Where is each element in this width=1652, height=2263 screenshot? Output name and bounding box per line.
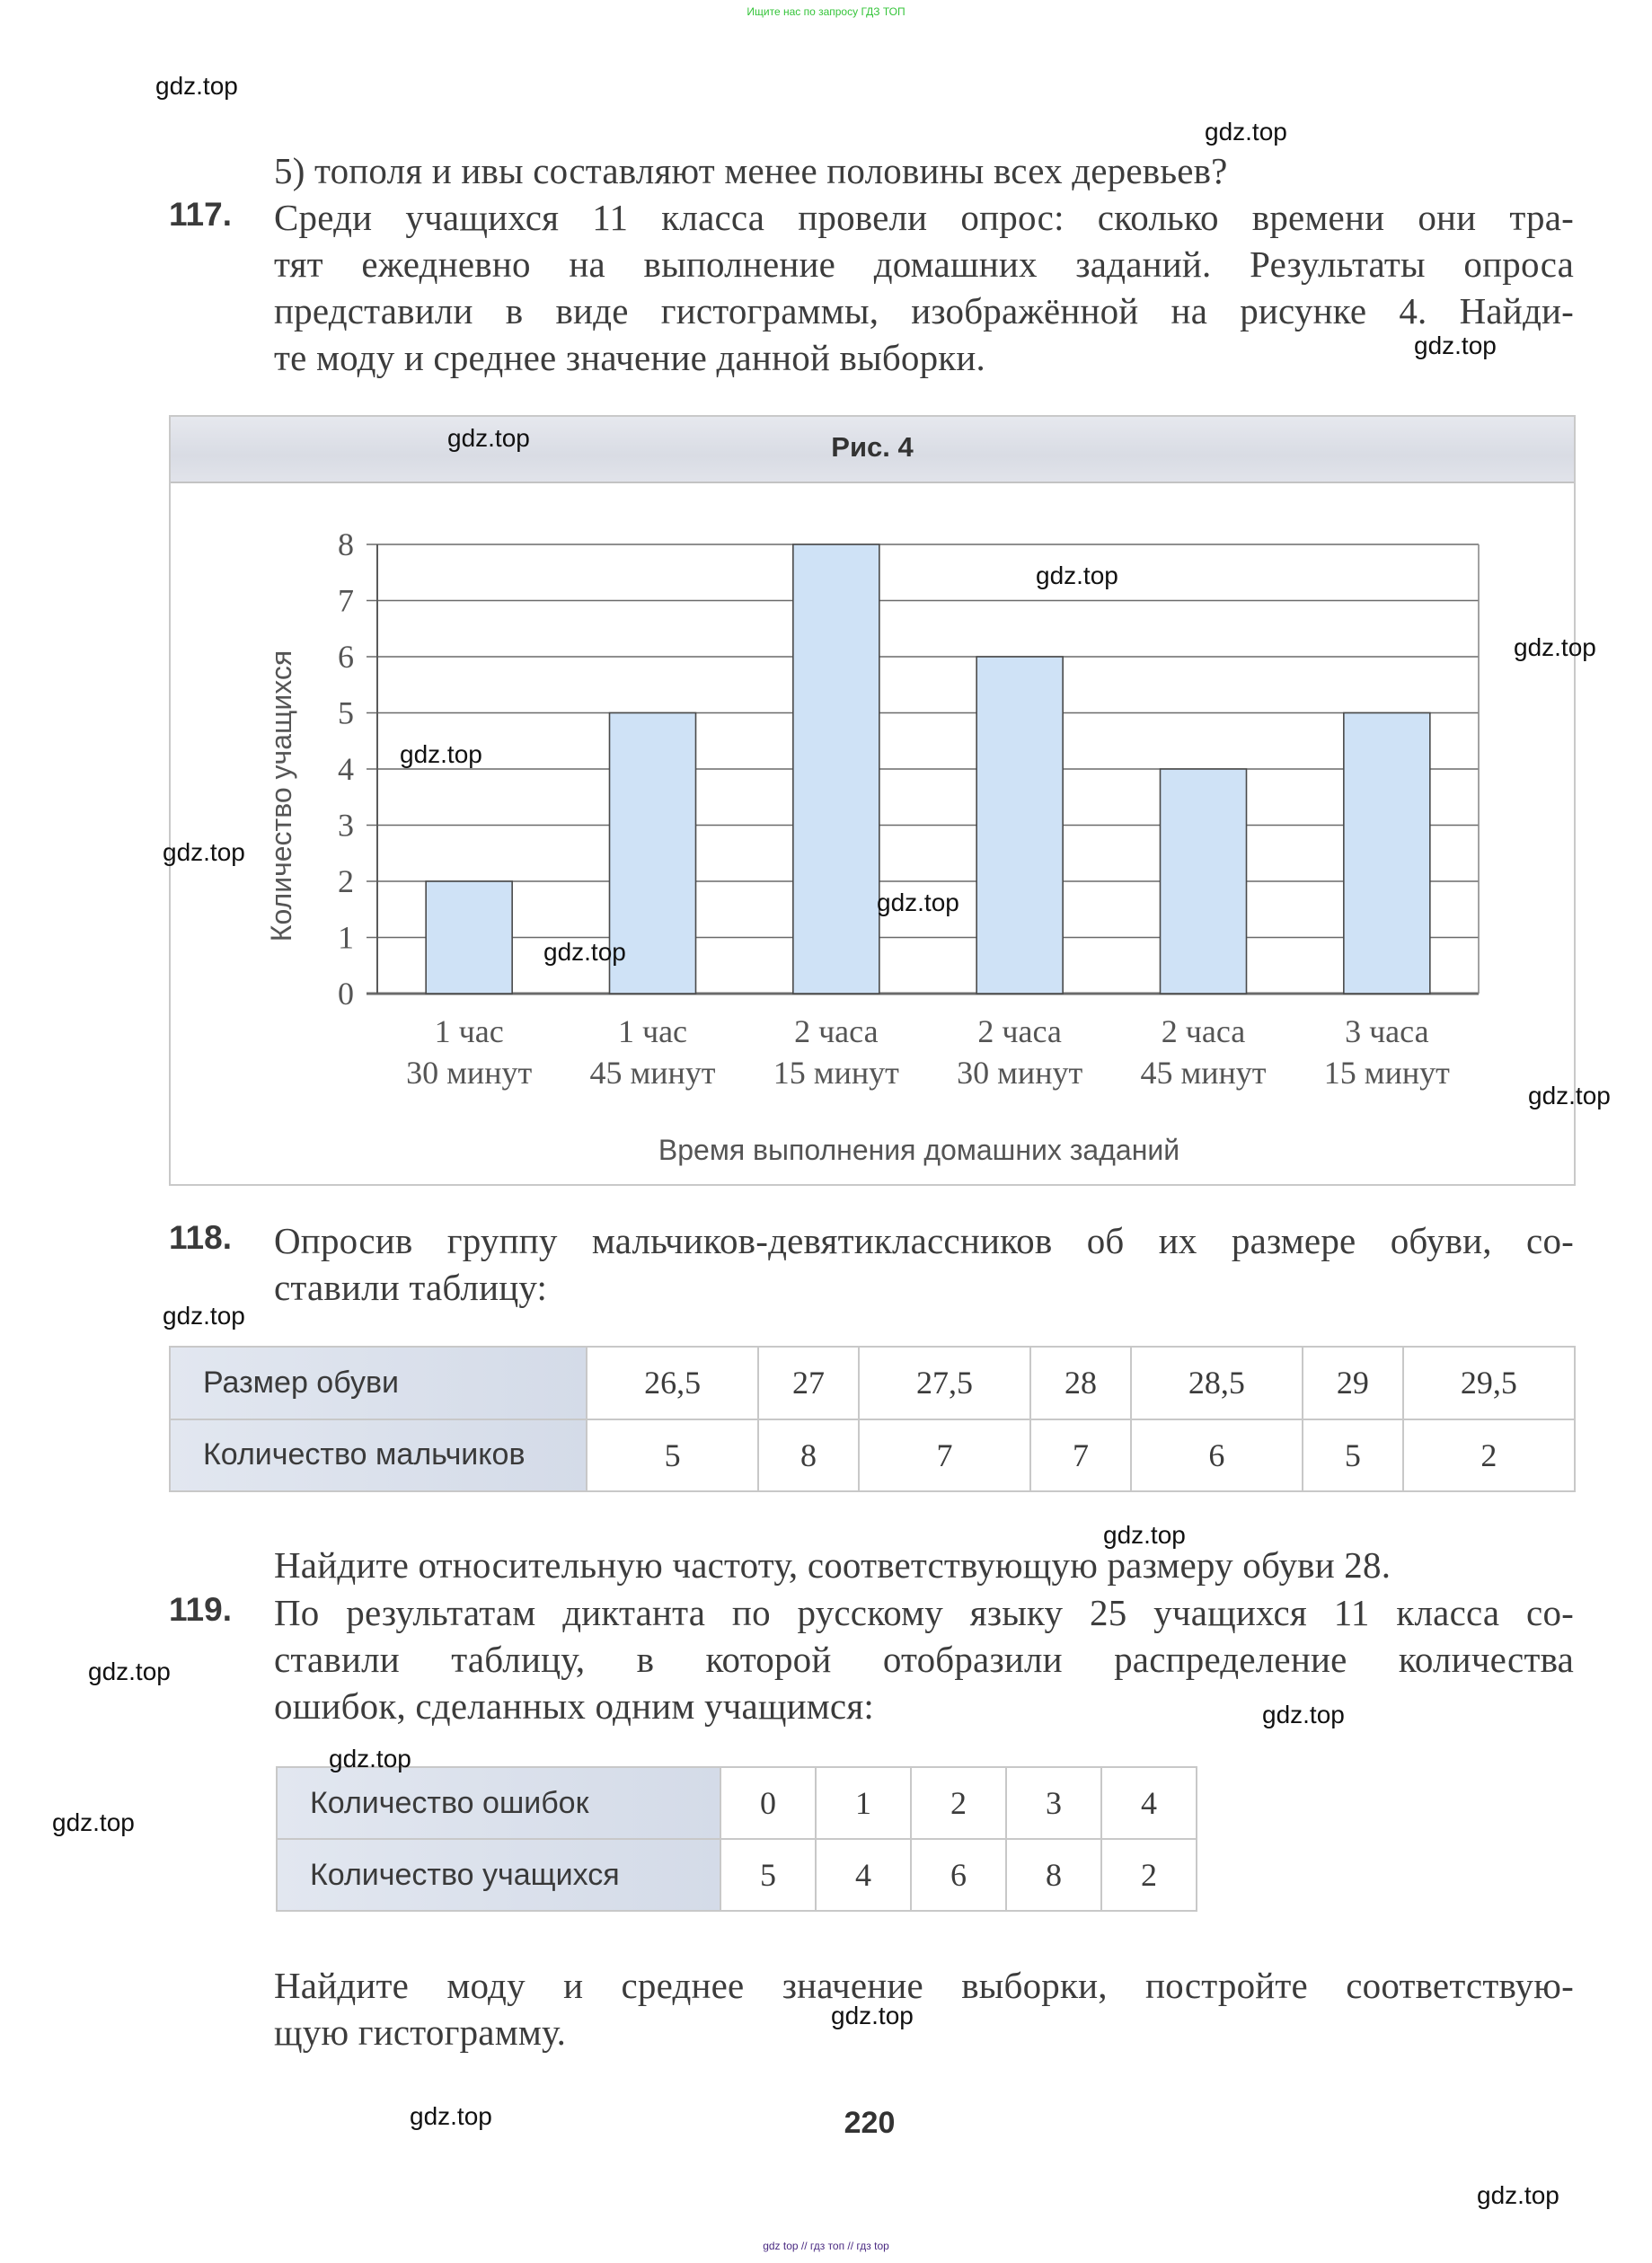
- x-tick-label: 1 час: [434, 1013, 504, 1049]
- watermark: gdz.top: [400, 740, 482, 768]
- watermark: gdz.top: [88, 1657, 171, 1685]
- table-cell: 28: [1030, 1347, 1131, 1419]
- histogram-chart: [171, 482, 1574, 1186]
- table-cell: 6: [1131, 1419, 1303, 1492]
- table-cell: 0: [720, 1767, 816, 1839]
- watermark: gdz.top: [1103, 1521, 1186, 1549]
- table-cell: 29,5: [1403, 1347, 1575, 1419]
- table-cell: 3: [1006, 1767, 1101, 1839]
- x-tick-label: 3 часа: [1345, 1013, 1429, 1049]
- row-header-students-count: Количество учащихся: [277, 1839, 720, 1911]
- text-line: Найдите относительную частоту, соответствующую размеру обуви 28.: [274, 1544, 1391, 1586]
- x-tick-label: 45 минут: [1140, 1055, 1267, 1091]
- header-ad-text: Ищите нас по запросу ГДЗ ТОП: [746, 5, 906, 18]
- table-cell: 4: [816, 1839, 911, 1911]
- text-line: Опросив группу мальчиков-девятиклассников об их размере обуви, со-: [274, 1220, 1574, 1261]
- table-row: [170, 1419, 1575, 1492]
- text-line: Среди учащихся 11 класса провели опрос: сколько времени они тра-: [274, 197, 1574, 238]
- shoe-size-table: [169, 1346, 1576, 1492]
- watermark: gdz.top: [1514, 633, 1596, 661]
- problem-118-text: [274, 1217, 1574, 1311]
- text-line: ставили таблицу:: [274, 1267, 548, 1308]
- row-header-errors-count: Количество ошибок: [277, 1767, 720, 1839]
- x-tick-label: 30 минут: [406, 1055, 533, 1091]
- table-cell: 2: [911, 1767, 1006, 1839]
- problem-119-question: [274, 1962, 1574, 2055]
- table-cell: 1: [816, 1767, 911, 1839]
- table-row: [170, 1347, 1575, 1419]
- table-cell: 8: [1006, 1839, 1101, 1911]
- figure-header: [171, 417, 1574, 483]
- errors-table: [276, 1766, 1197, 1912]
- histogram-bar: [793, 544, 879, 994]
- histogram-bar: [1344, 713, 1430, 994]
- page-number: 220: [844, 2106, 896, 2140]
- problem-number-118: 118.: [169, 1219, 232, 1256]
- y-tick-label: 8: [338, 526, 354, 562]
- text-line: ошибок, сделанных одним учащимся:: [274, 1685, 874, 1727]
- x-tick-label: 2 часа: [1161, 1013, 1246, 1049]
- table-cell: 2: [1403, 1419, 1575, 1492]
- table-cell: 27: [758, 1347, 859, 1419]
- table-cell: 29: [1303, 1347, 1403, 1419]
- y-tick-label: 7: [338, 582, 354, 619]
- y-tick-label: 1: [338, 919, 354, 956]
- watermark: gdz.top: [1414, 331, 1497, 359]
- text-line: ставили таблицу, в которой отобразили распределение количества: [274, 1639, 1574, 1680]
- table-cell: 5: [720, 1839, 816, 1911]
- table-cell: 4: [1101, 1767, 1197, 1839]
- histogram-bar: [976, 657, 1063, 994]
- y-tick-label: 5: [338, 694, 354, 731]
- y-tick-label: 3: [338, 807, 354, 844]
- text-line: представили в виде гистограммы, изображённой на рисунке 4. Найди-: [274, 290, 1574, 331]
- watermark: gdz.top: [163, 838, 245, 866]
- table-cell: 27,5: [859, 1347, 1030, 1419]
- watermark: gdz.top: [52, 1808, 135, 1836]
- watermark: gdz.top: [329, 1745, 411, 1772]
- x-axis-label: Время выполнения домашних заданий: [658, 1134, 1180, 1166]
- table-cell: 8: [758, 1419, 859, 1492]
- row-header-shoe-size: Размер обуви: [170, 1347, 587, 1419]
- text-line: щую гистограмму.: [274, 2011, 567, 2053]
- prev-item-line: [274, 147, 1574, 194]
- watermark: gdz.top: [831, 2002, 914, 2029]
- watermark: gdz.top: [410, 2102, 492, 2130]
- problem-119-text: [274, 1589, 1574, 1729]
- text-line: Найдите моду и среднее значение выборки, постройте соответствую-: [274, 1965, 1574, 2006]
- watermark: gdz.top: [1205, 118, 1287, 146]
- text-line: тят ежедневно на выполнение домашних заданий. Результаты опроса: [274, 243, 1574, 285]
- table-row: [277, 1767, 1197, 1839]
- problem-117-text: [274, 194, 1574, 381]
- watermark: gdz.top: [155, 72, 238, 100]
- watermark: gdz.top: [543, 938, 626, 966]
- text-line: По результатам диктанта по русскому языку 25 учащихся 11 класса со-: [274, 1592, 1574, 1633]
- watermark: gdz.top: [1262, 1701, 1345, 1728]
- problem-number-119: 119.: [169, 1591, 232, 1628]
- table-cell: 28,5: [1131, 1347, 1303, 1419]
- y-axis-label: Количество учащихся: [265, 650, 297, 942]
- x-tick-label: 1 час: [617, 1013, 688, 1049]
- watermark: gdz.top: [1477, 2181, 1559, 2209]
- x-tick-label: 15 минут: [773, 1055, 899, 1091]
- x-tick-label: 30 минут: [957, 1055, 1083, 1091]
- table-cell: 5: [1303, 1419, 1403, 1492]
- histogram-bar: [1161, 769, 1247, 994]
- x-tick-label: 2 часа: [794, 1013, 879, 1049]
- table-cell: 2: [1101, 1839, 1197, 1911]
- x-tick-label: 15 минут: [1323, 1055, 1450, 1091]
- histogram-bar: [426, 881, 512, 994]
- figure-title: Рис. 4: [831, 431, 914, 463]
- table-cell: 5: [587, 1419, 758, 1492]
- text-line: те моду и среднее значение данной выборки.: [274, 337, 985, 378]
- watermark: gdz.top: [447, 424, 530, 452]
- y-tick-label: 4: [338, 751, 354, 787]
- y-tick-label: 2: [338, 863, 354, 899]
- table-row: [277, 1839, 1197, 1911]
- figure-4: [169, 415, 1576, 1186]
- watermark: gdz.top: [1528, 1082, 1611, 1109]
- footer-ad-text: gdz top // гдз топ // гдз top: [763, 2240, 889, 2252]
- y-tick-label: 6: [338, 639, 354, 675]
- x-tick-label: 2 часа: [977, 1013, 1062, 1049]
- watermark: gdz.top: [877, 888, 959, 916]
- row-header-boys-count: Количество мальчиков: [170, 1419, 587, 1492]
- problem-number-117: 117.: [169, 196, 232, 233]
- problem-118-question: [274, 1542, 1574, 1588]
- table-cell: 6: [911, 1839, 1006, 1911]
- watermark: gdz.top: [163, 1302, 245, 1330]
- y-tick-label: 0: [338, 976, 354, 1012]
- table-cell: 26,5: [587, 1347, 758, 1419]
- x-tick-label: 45 минут: [589, 1055, 716, 1091]
- watermark: gdz.top: [1036, 561, 1118, 589]
- table-cell: 7: [1030, 1419, 1131, 1492]
- text-line: 5) тополя и ивы составляют менее половины всех деревьев?: [274, 150, 1228, 191]
- table-cell: 7: [859, 1419, 1030, 1492]
